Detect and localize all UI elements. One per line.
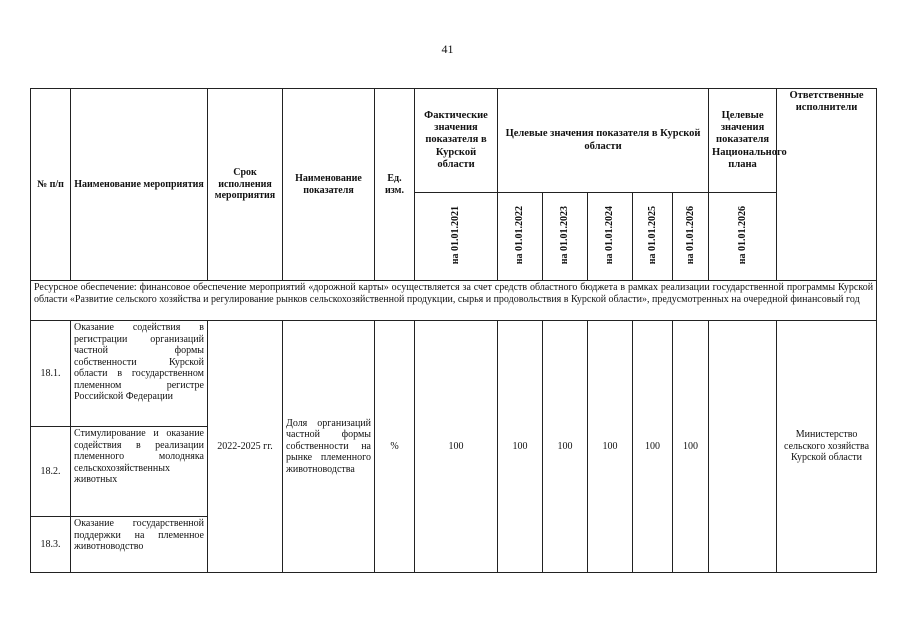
target-2024-cell: 100: [588, 321, 633, 573]
actual-2021-cell: 100: [415, 321, 498, 573]
row-event-name: Оказание содействия в регистрации организаций частной формы собственности Курской области в государственном племенном регистре Российской Федерации: [71, 321, 208, 427]
deadline-cell: 2022-2025 гг.: [208, 321, 283, 573]
unit-cell: %: [375, 321, 415, 573]
header-unit: Ед. изм.: [375, 89, 415, 281]
indicator-cell: Доля организаций частной формы собственности на рынке племенного животноводства: [283, 321, 375, 573]
header-num: № п/п: [31, 89, 71, 281]
page-number: 41: [441, 42, 454, 56]
table-row: [31, 321, 877, 427]
target-2026-cell: 100: [673, 321, 709, 573]
row-event-name: Оказание государственной поддержки на племенное животноводство: [71, 517, 208, 573]
header-target-kursk: Целевые значения показателя в Курской области: [498, 89, 709, 193]
header-date-2025: на 01.01.2025: [633, 193, 673, 281]
responsible-cell: Министерство сельского хозяйства Курской области: [777, 321, 877, 573]
row-num: 18.1.: [31, 321, 71, 427]
header-responsible: Ответственные исполнители: [777, 89, 877, 281]
header-date-national: на 01.01.2026: [709, 193, 777, 281]
target-2025-cell: 100: [633, 321, 673, 573]
row-num: 18.3.: [31, 517, 71, 573]
target-2022-cell: 100: [498, 321, 543, 573]
header-date-2022: на 01.01.2022: [498, 193, 543, 281]
header-actual-values: Фактические значения показателя в Курской области: [415, 89, 498, 193]
target-2023-cell: 100: [543, 321, 588, 573]
national-target-cell: [709, 321, 777, 573]
header-row-1: [31, 89, 877, 193]
header-date-2023: на 01.01.2023: [543, 193, 588, 281]
header-date-2026: на 01.01.2026: [673, 193, 709, 281]
roadmap-table: [30, 88, 877, 573]
row-num: 18.2.: [31, 427, 71, 517]
row-event-name: Стимулирование и оказание содействия в реализации племенного молодняка сельскохозяйственных животных: [71, 427, 208, 517]
header-target-national: Целевые значения показателя Национального плана: [709, 89, 777, 193]
header-deadline: Срок исполнения мероприятия: [208, 89, 283, 281]
header-indicator-name: Наименование показателя: [283, 89, 375, 281]
header-date-2021: на 01.01.2021: [415, 193, 498, 281]
resource-text: Ресурсное обеспечение: финансовое обеспечение мероприятий «дорожной карты» осуществляется за счет средств областного бюджета в рамках реализации государственной программы Курской области «Развитие сельского хозяйства и регулирование рынков сельскохозяйственной продукции, сырья и продовольствия в Курской области», предусмотренных на очередной финансовый год: [31, 281, 877, 321]
header-event-name: Наименование мероприятия: [71, 89, 208, 281]
resource-row: [31, 281, 877, 321]
header-date-2024: на 01.01.2024: [588, 193, 633, 281]
